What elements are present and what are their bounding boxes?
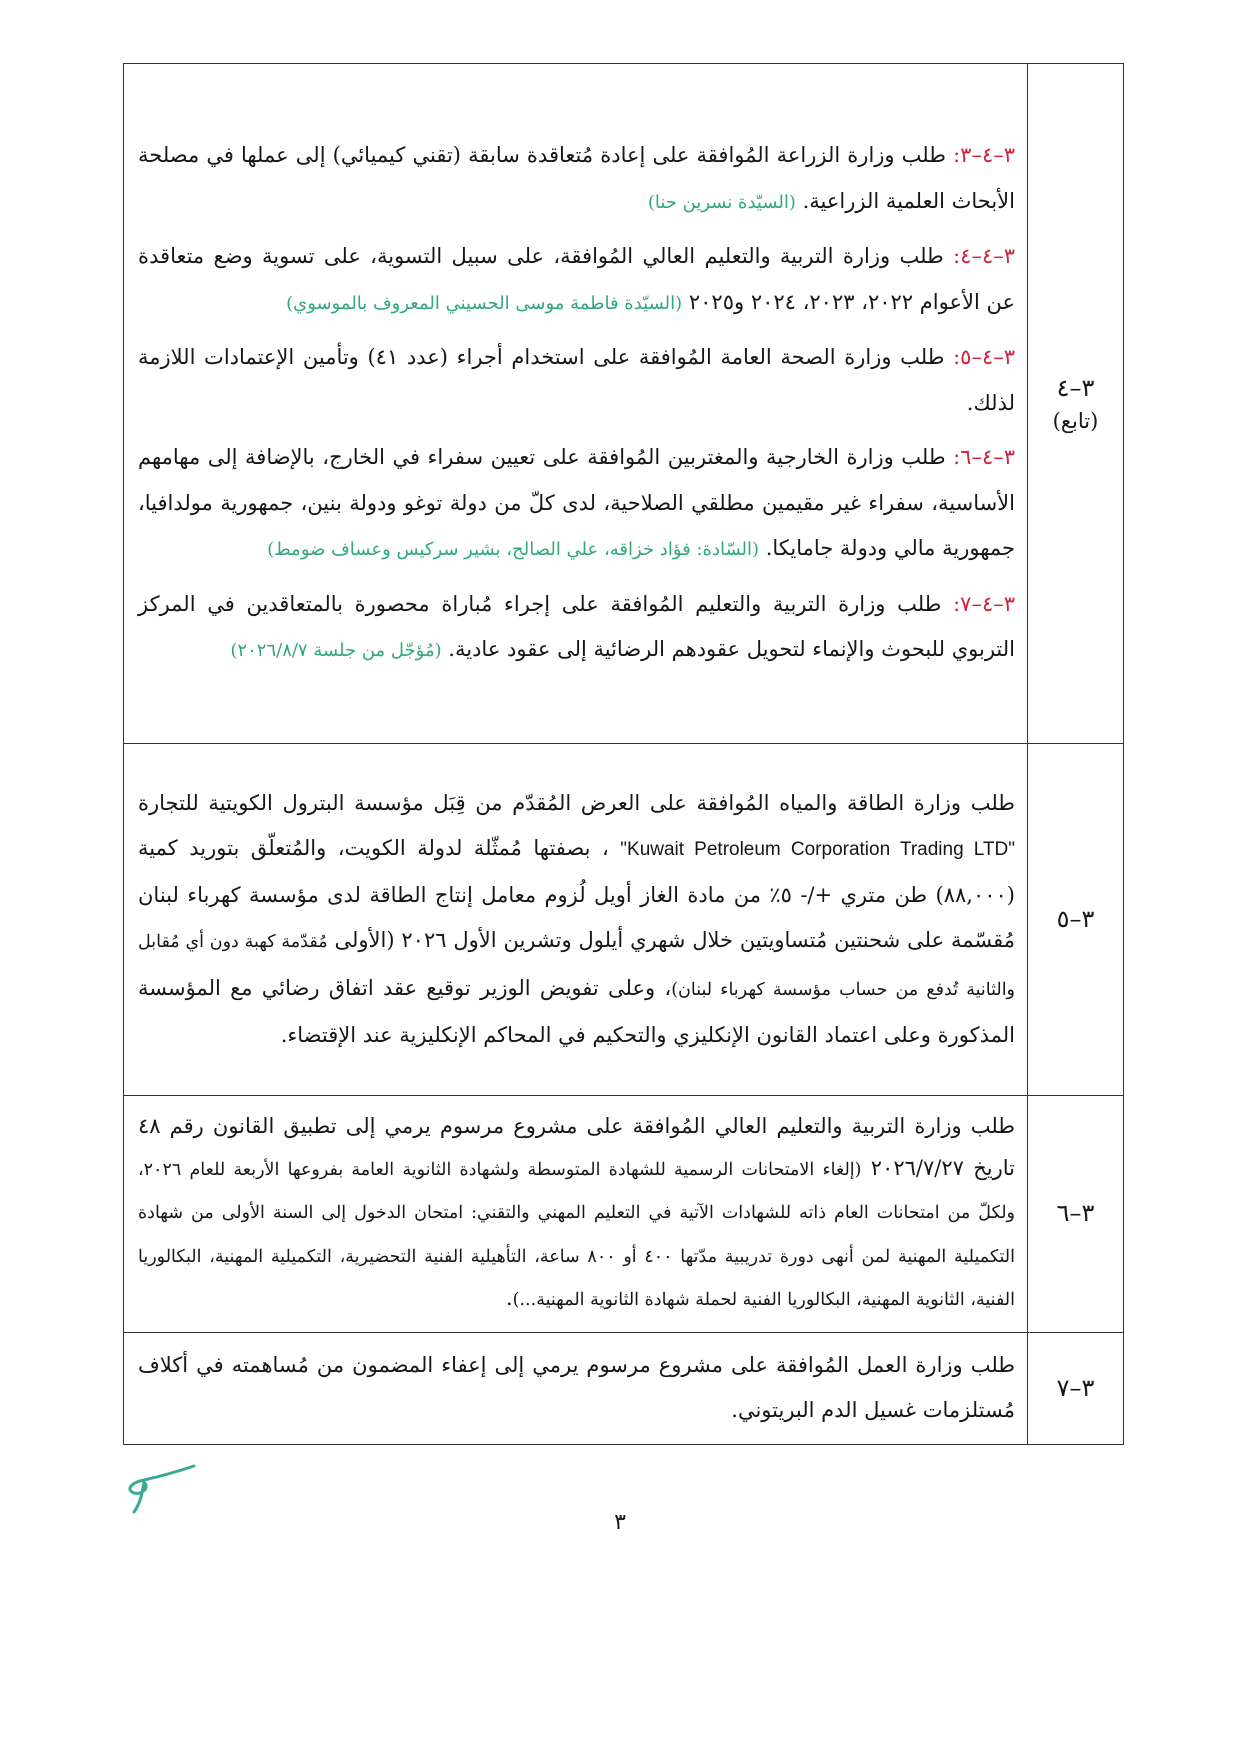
item-text-part: ، وعلى تفويض الوزير توقيع عقد اتفاق رضائي مع المؤسسة المذكورة وعلى اعتماد القانون الإنكليزي والتحكيم في المحاكم الإنكليزية عند الإقتضاء.: [138, 975, 1015, 1047]
sub-item-note: (مُؤجّل من جلسة ٢٠٢٦/٨/٧): [230, 640, 442, 662]
item-text: طلب وزارة العمل المُوافقة على مشروع مرسوم يرمي إلى إعفاء المضمون من مُساهمته في أكلاف مُستلزمات غسيل الدم البريتوني.: [138, 1352, 1015, 1422]
agenda-row: [124, 64, 1124, 744]
item-text-part: ، بصفتها مُمثّلة لدولة الكويت، والمُتعلّق بتوريد كمية (٨٨,٠٠٠) طن متري +/- ٥٪ من مادة الغاز أويل لُزوم معامل إنتاج الطاقة لدى مؤسسة كهرباء لبنان مُقسّمة على شحنتين مُتساويتين خلال شهري أيلول وتشرين الأول ٢٠٢٦ (الأولى: [138, 836, 1015, 952]
item-text-small: مُقدّمة كهبة دون أي مُقابل والثانية تُدفع من حساب مؤسسة كهرباء لبنان): [138, 932, 1016, 1000]
sub-item-text: طلب وزارة التربية والتعليم العالي المُوافقة، على سبيل التسوية، على تسوية وضع متعاقدة عن الأعوام ٢٠٢٢، ٢٠٢٣، ٢٠٢٤ و٢٠٢٥: [138, 244, 1015, 314]
agenda-row: [124, 1332, 1124, 1444]
item-number: ٣–٦: [1056, 1199, 1095, 1228]
item-number: ٣–٤: [1056, 373, 1095, 402]
sub-item: [138, 435, 1015, 573]
sub-item-text: طلب وزارة الخارجية والمغتربين المُوافقة على تعيين سفراء في الخارج، بالإضافة إلى مهامهم الأساسية، سفراء غير مقيمين مطلقي الصلاحية، لدى كلّ من دولة توغو ودولة بنين، جمهورية مولدافيا، جمهورية مالي ودولة جامايكا.: [138, 445, 1015, 561]
sub-item-number: ٣–٤–٧:: [953, 591, 1015, 616]
agenda-row: [124, 744, 1124, 1096]
sub-item-number: ٣–٤–٤:: [953, 244, 1015, 269]
sub-item-note: (السّادة: فؤاد خزاقه، علي الصالح، بشير سركيس وعساف ضومط): [267, 539, 760, 561]
agenda-row: [124, 1096, 1124, 1333]
item-number: ٣–٧: [1056, 1373, 1095, 1402]
sub-item-text: طلب وزارة الصحة العامة المُوافقة على استخدام أجراء (عدد ٤١) وتأمين الإعتمادات اللازمة لذلك.: [138, 345, 1015, 415]
item-content-cell: [124, 1332, 1028, 1444]
item-continued-label: (تابع): [1052, 408, 1099, 433]
sub-item-text: طلب وزارة الزراعة المُوافقة على إعادة مُتعاقدة سابقة (تقني كيميائي) إلى عملها في مصلحة الأبحاث العلمية الزراعية.: [138, 143, 1015, 213]
item-text: [138, 1106, 1015, 1322]
item-text: [138, 781, 1015, 1059]
sub-item: [138, 234, 1015, 326]
item-text-part: طلب وزارة الطاقة والمياه المُوافقة على العرض المُقدّم من قِبَل مؤسسة البترول الكويتية للتجارة: [138, 790, 1015, 815]
company-name-latin: "Kuwait Petroleum Corporation Trading LTD": [620, 839, 1015, 860]
sub-item-note: (السيّدة نسرين حنا): [647, 191, 796, 213]
sub-item-note: (السيّدة فاطمة موسى الحسيني المعروف بالموسوي): [286, 292, 683, 314]
item-content-cell: [124, 64, 1028, 744]
sub-item-text: طلب وزارة التربية والتعليم المُوافقة على إجراء مُباراة محصورة بالمتعاقدين في المركز التربوي للبحوث والإنماء لتحويل عقودهم الرضائية إلى عقود عادية.: [138, 591, 1015, 662]
agenda-table: [123, 63, 1124, 1445]
sub-item: [138, 335, 1015, 426]
item-number-cell: [1028, 1332, 1124, 1444]
item-content-cell: [124, 1096, 1028, 1333]
page-number: ٣: [614, 1510, 626, 1535]
sub-item-number: ٣–٤–٦:: [953, 445, 1015, 470]
sub-item: [138, 582, 1015, 674]
item-content-cell: [124, 744, 1028, 1096]
item-text-part: طلب وزارة التربية والتعليم العالي المُوافقة على مشروع مرسوم يرمي إلى تطبيق القانون رقم ٤٨ تاريخ ٢٠٢٦/٧/٢٧: [138, 1114, 1015, 1180]
sub-item-number: ٣–٤–٥:: [953, 345, 1016, 370]
item-number-cell: [1028, 1096, 1124, 1333]
item-number-cell: [1028, 744, 1124, 1096]
item-number: ٣–٥: [1056, 905, 1095, 934]
sub-item-number: ٣–٤–٣:: [953, 143, 1015, 168]
item-number-cell: [1028, 64, 1124, 744]
item-text-small: (إلغاء الامتحانات الرسمية للشهادة المتوسطة ولشهادة الثانوية العامة بفروعها الأربعة للعام ٢٠٢٦، ولكلّ من امتحانات العام ذاته للشهادات الآتية في التعليم المهني والتقني: امتحان الدخول إلى السنة الأولى من شهادة التكميلية المهنية لمن أنهى دورة تدريبية مدّتها ٤٠٠ أو ٨٠٠ ساعة، التأهيلية الفنية التحضيرية، التكميلية المهنية، البكالوريا الفنية، الثانوية المهنية، البكالوريا الفنية لحملة شهادة الثانوية المهنية...): [138, 1159, 1015, 1310]
item-text-part: .: [505, 1286, 513, 1310]
sub-item: [138, 133, 1015, 225]
